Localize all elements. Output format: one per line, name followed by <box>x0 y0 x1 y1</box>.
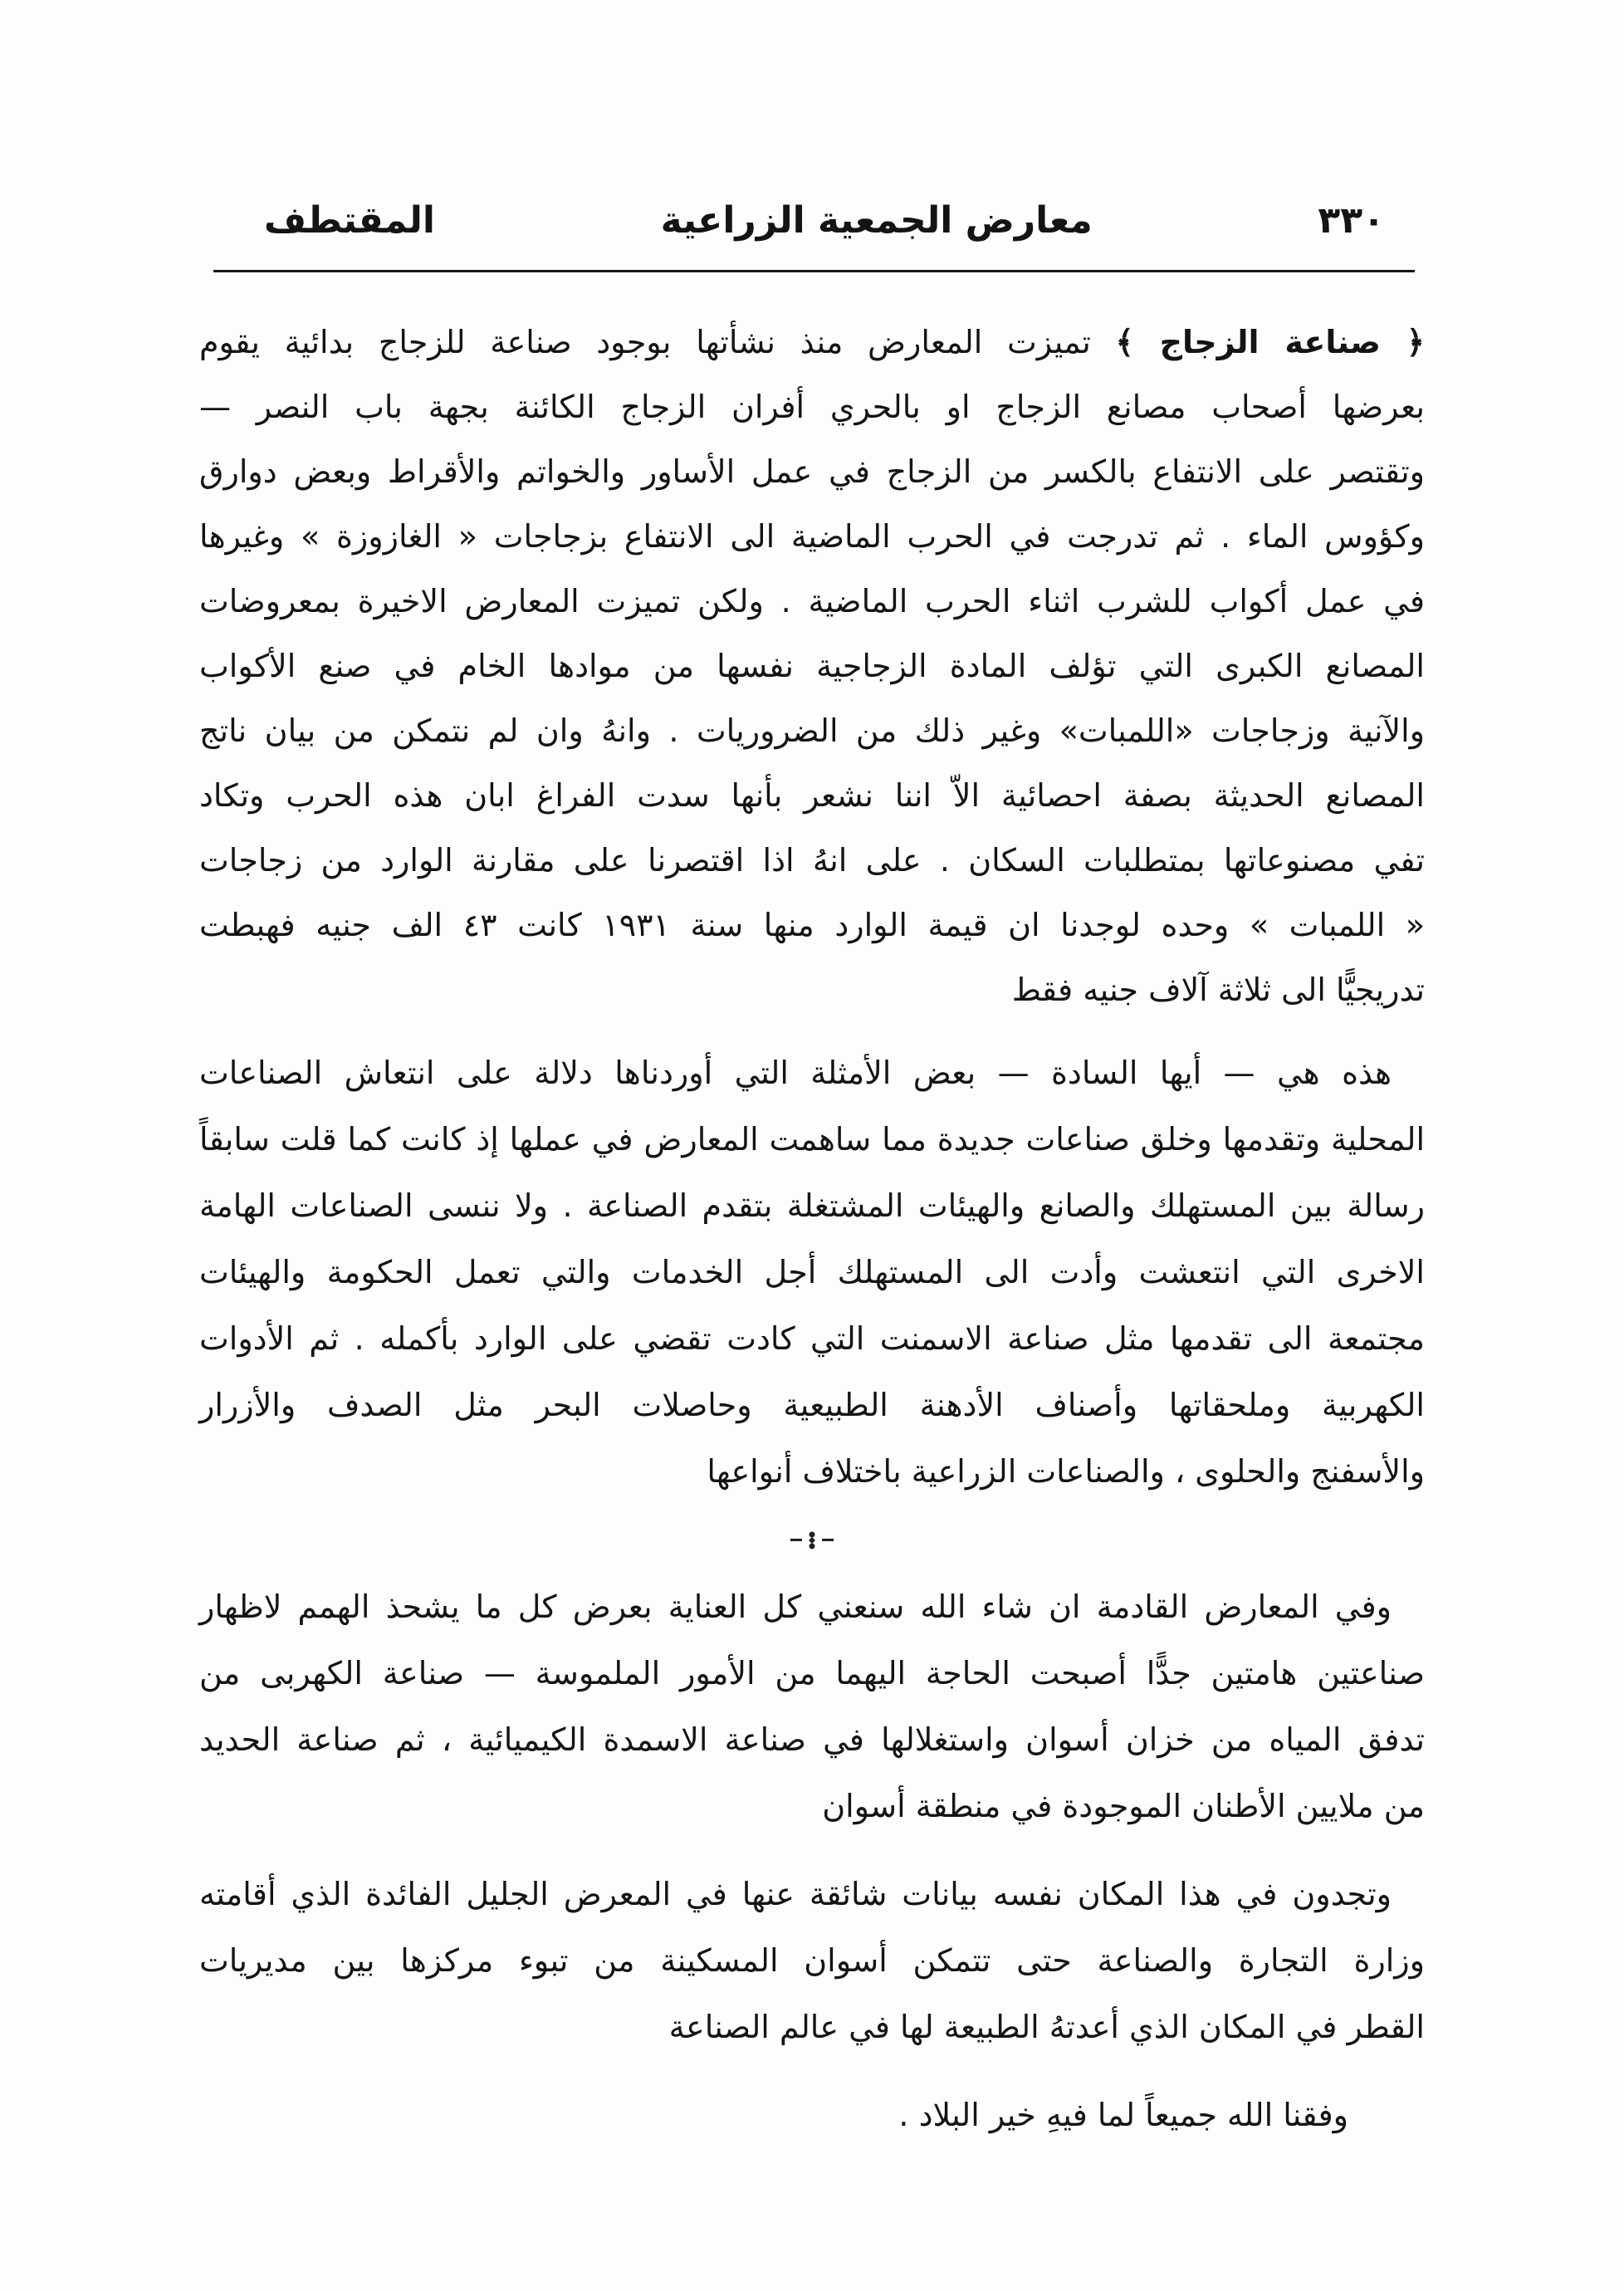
text-line: المحلية وتقدمها وخلق صناعات جديدة مما ساهمت المعارض في عملها إذ كانت كما قلت سابقاً <box>199 1121 1425 1158</box>
text-line: المصانع الكبرى التي تؤلف المادة الزجاجية نفسها من موادها الخام في صنع الأكواب <box>199 648 1425 684</box>
text-line-body: تميزت المعارض منذ نشأتها بوجود صناعة للزجاج بدائية يقوم <box>199 324 1091 360</box>
text-line: القطر في المكان الذي أعدتهُ الطبيعة لها في عالم الصناعة <box>668 2009 1425 2045</box>
text-line: بعرضها أصحاب مصانع الزجاج او بالحري أفران الزجاج الكائنة بجهة باب النصر — <box>199 389 1425 425</box>
text-line: وفي المعارض القادمة ان شاء الله سنعني كل العناية بعرض كل ما يشحذ الهمم لاظهار <box>199 1589 1392 1625</box>
page-number: ٣٣٠ <box>1318 199 1385 242</box>
text-line: والأسفنج والحلوى ، والصناعات الزراعية باختلاف أنواعها <box>707 1453 1425 1490</box>
text-line: وزارة التجارة والصناعة حتى تتمكن أسوان المسكينة من تبوء مركزها بين مديريات <box>199 1942 1425 1979</box>
text-line: تفي مصنوعاتها بمتطلبات السكان . على انهُ اذا اقتصرنا على مقارنة الوارد من زجاجات <box>199 842 1425 879</box>
text-line: المصانع الحديثة بصفة احصائية الاّ اننا نشعر بأنها سدت الفراغ ابان هذه الحرب وتكاد <box>199 777 1425 814</box>
section-heading: ﴿ صناعة الزجاج ﴾ <box>1115 324 1425 360</box>
text-line: مجتمعة الى تقدمها مثل صناعة الاسمنت التي كادت تقضي على الوارد بأكمله . ثم الأدوات <box>199 1320 1425 1357</box>
section-separator <box>199 1524 1425 1557</box>
text-line: وتقتصر على الانتفاع بالكسر من الزجاج في عمل الأساور والخواتم والأقراط وبعض دوارق <box>199 453 1425 490</box>
ornament-icon <box>785 1528 839 1553</box>
text-line: هذه هي — أيها السادة — بعض الأمثلة التي أوردناها دلالة على انتعاش الصناعات <box>199 1055 1392 1091</box>
paragraph <box>199 310 1425 1022</box>
text-line <box>199 310 1425 374</box>
paragraph <box>199 1861 1425 2060</box>
paragraph <box>199 1574 1425 1839</box>
text-line: من ملايين الأطنان الموجودة في منطقة أسوان <box>822 1788 1425 1824</box>
text-line: الاخرى التي انتعشت وأدت الى المستهلك أجل الخدمات والتي تعمل الحكومة والهيئات <box>199 1254 1425 1290</box>
text-line: الكهربية وملحقاتها وأصناف الأدهنة الطبيعية وحاصلات البحر مثل الصدف والأزرار <box>199 1387 1425 1423</box>
text-line: في عمل أكواب للشرب اثناء الحرب الماضية . ولكن تميزت المعارض الاخيرة بمعروضات <box>199 583 1425 619</box>
paragraph <box>199 2082 1425 2148</box>
text-line: رسالة بين المستهلك والصانع والهيئات المشتغلة بتقدم الصناعة . ولا ننسى الصناعات الهامة <box>199 1187 1425 1224</box>
text-line: « اللمبات » وحده لوجدنا ان قيمة الوارد منها سنة ١٩٣١ كانت ٤٣ الف جنيه فهبطت <box>199 907 1426 943</box>
paragraph <box>199 1040 1425 1505</box>
text-line: تدريجيًّا الى ثلاثة آلاف جنيه فقط <box>1011 972 1425 1008</box>
running-title: معارض الجمعية الزراعية <box>660 199 1093 242</box>
text-line: صناعتين هامتين جدًّا أصبحت الحاجة اليهما من الأمور الملموسة — صناعة الكهربى من <box>199 1655 1425 1691</box>
text-line: تدفق المياه من خزان أسوان واستغلالها في صناعة الاسمدة الكيميائية ، ثم صناعة الحديد <box>199 1721 1425 1758</box>
journal-name: المقتطف <box>264 199 435 242</box>
article-body <box>199 0 1425 2291</box>
closing-line: وفقنا الله جميعاً لما فيهِ خير البلاد . <box>898 2097 1348 2133</box>
text-line: والآنية وزجاجات «اللمبات» وغير ذلك من الضروريات . وانهُ وان لم نتمكن من بيان ناتج <box>199 712 1425 749</box>
text-line: وتجدون في هذا المكان نفسه بيانات شائقة عنها في المعرض الجليل الفائدة الذي أقامته <box>199 1876 1392 1912</box>
text-line: وكؤوس الماء . ثم تدرجت في الحرب الماضية الى الانتفاع بزجاجات « الغازوزة » وغيرها <box>199 518 1425 555</box>
